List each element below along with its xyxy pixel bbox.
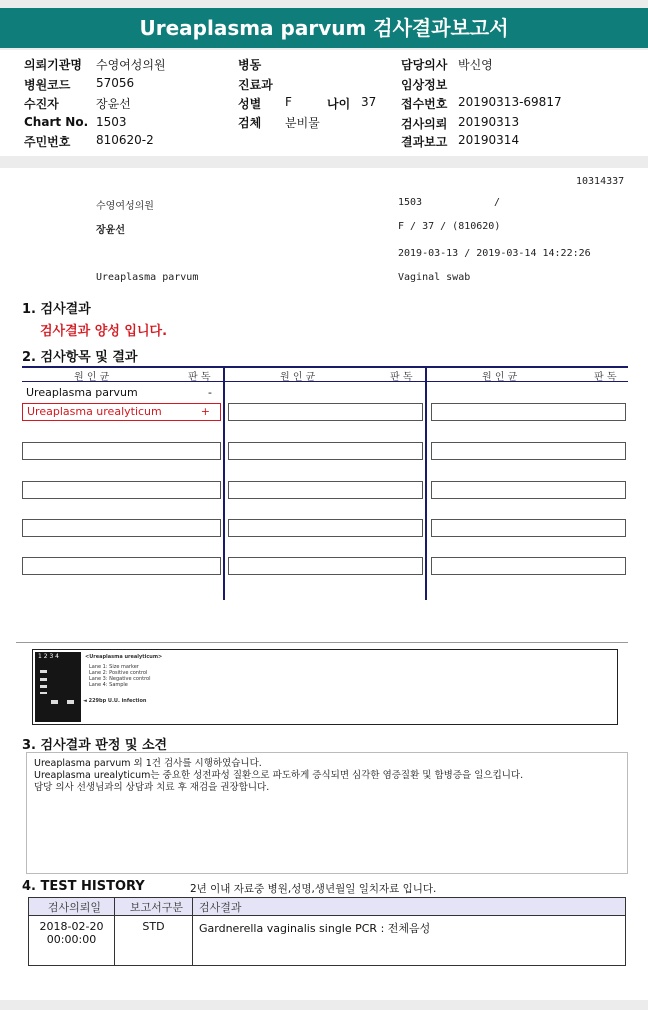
sex-label: 성별 (238, 97, 262, 111)
opinion-line-3: 담당 의사 선생님과의 상담과 치료 후 재검을 권장합니다. (34, 782, 270, 793)
empty-result-cell (22, 557, 221, 575)
gel-band (67, 700, 74, 704)
judge-mark: + (200, 405, 210, 418)
history-table (28, 897, 626, 966)
gel-legend-2: Lane 2: Positive control (89, 670, 148, 676)
meta-patient: 장윤선 (96, 225, 125, 236)
result-row-parvum (26, 386, 212, 399)
empty-result-cell (228, 519, 423, 537)
history-type: STD (115, 916, 193, 966)
empty-result-cell (431, 481, 626, 499)
section-result-title: 1. 검사결과 (22, 302, 91, 317)
meta-chart: 1503 (398, 197, 423, 208)
clinic-label: 의뢰기관명 (24, 58, 82, 72)
chart-value: 1503 (96, 115, 127, 129)
empty-result-cell (22, 442, 221, 460)
patient-value: 장윤선 (96, 97, 131, 111)
gel-band (40, 685, 47, 688)
empty-result-cell (22, 519, 221, 537)
gel-band (40, 692, 47, 694)
history-date (29, 916, 115, 966)
judge-header-2: 판 독 (390, 372, 413, 383)
grid-divider-1 (223, 366, 225, 600)
pathogen-header-1: 원 인 균 (74, 372, 110, 383)
report-header (0, 50, 648, 156)
gel-band (40, 678, 47, 681)
meta-sex-age: F / 37 / (810620) (398, 221, 501, 232)
age-label: 나이 (327, 97, 351, 111)
clinic-value: 수영여성의원 (96, 58, 166, 72)
sex-value: F (285, 95, 292, 109)
header-row-patient (24, 95, 131, 112)
opinion-line-1: Ureaplasma parvum 외 1건 검사를 시행하였습니다. (34, 758, 262, 769)
pathogen-header-3: 원 인 균 (482, 372, 518, 383)
section-items-title: 2. 검사항목 및 결과 (22, 350, 138, 365)
gel-band (51, 700, 58, 704)
header-row-doctor (401, 56, 493, 73)
history-date-day: 2018-02-20 (39, 920, 104, 933)
judge-header-3: 판 독 (594, 372, 617, 383)
hospital-code-value: 57056 (96, 76, 135, 90)
header-row-clinic (24, 56, 166, 73)
receipt-value: 20190313-69817 (458, 95, 562, 109)
positive-result-text: 검사결과 양성 입니다. (40, 324, 168, 339)
judge-mark: - (208, 386, 212, 399)
meta-chart-slash: / (494, 197, 501, 208)
doctor-label: 담당의사 (401, 58, 448, 72)
request-label: 검사의뢰 (401, 117, 448, 131)
request-value: 20190313 (458, 115, 520, 129)
history-header-result: 검사결과 (193, 898, 626, 916)
history-header-type: 보고서구분 (115, 898, 193, 916)
gel-lane-numbers: 1 2 3 4 (38, 653, 59, 660)
dept-label: 진료과 (238, 78, 273, 92)
header-row-id (24, 133, 154, 150)
receipt-label: 접수번호 (401, 97, 448, 111)
meta-dates: 2019-03-13 / 2019-03-14 14:22:26 (398, 248, 591, 259)
report-label: 결과보고 (401, 135, 448, 149)
id-value: 810620-2 (96, 133, 154, 147)
empty-result-cell (228, 403, 423, 421)
empty-result-cell (22, 481, 221, 499)
empty-result-cell (431, 557, 626, 575)
opinion-line-2: Ureaplasma urealyticum는 중요한 성전파성 질환으로 파도하게 증식되면 심각한 염증질환 및 합병증을 일으킵니다. (34, 770, 524, 781)
pathogen-header-2: 원 인 균 (280, 372, 316, 383)
hospital-code-label: 병원코드 (24, 78, 71, 92)
grid-divider-2 (425, 366, 427, 600)
gel-band-label-text: 229bp U.U. infection (88, 698, 147, 704)
history-date-time: 00:00:00 (46, 933, 97, 946)
header-row-report (401, 133, 519, 150)
empty-result-cell (431, 519, 626, 537)
report-sheet (0, 168, 648, 1000)
gel-legend-1: Lane 1: Size marker (89, 664, 139, 670)
section-history-title: 4. TEST HISTORY (22, 879, 145, 894)
gel-band-label: ◄ 229bp U.U. infection (83, 698, 147, 704)
clinical-info-label: 임상정보 (401, 78, 448, 92)
report-title: Ureaplasma parvum 검사결과보고서 (0, 8, 648, 48)
chart-label: Chart No. (24, 115, 89, 129)
age-value: 37 (361, 95, 377, 109)
section-opinion-title: 3. 검사결과 판정 및 소견 (22, 738, 168, 753)
history-header-row (29, 898, 626, 916)
header-row-clinical-info (401, 76, 458, 93)
empty-result-cell (431, 403, 626, 421)
header-row-hospital-code (24, 76, 134, 93)
meta-clinic: 수영여성의원 (96, 201, 154, 212)
empty-result-cell (431, 442, 626, 460)
gel-legend-4: Lane 4: Sample (89, 682, 128, 688)
header-row-receipt (401, 95, 562, 112)
history-note: 2년 이내 자료중 병원,성명,생년월일 일치자료 입니다. (190, 883, 437, 895)
result-row-urealyticum (22, 403, 221, 421)
gel-image (35, 652, 81, 722)
doctor-value: 박신영 (458, 58, 493, 72)
history-header-date: 검사의뢰일 (29, 898, 115, 916)
empty-result-cell (228, 481, 423, 499)
report-value: 20190314 (458, 133, 520, 147)
meta-test: Ureaplasma parvum (96, 272, 199, 283)
meta-code: 10314337 (576, 176, 625, 187)
opinion-box (26, 752, 628, 874)
ward-label: 병동 (238, 58, 262, 72)
header-row-chart (24, 115, 127, 129)
table-row (29, 916, 626, 966)
pathogen-name: Ureaplasma urealyticum (27, 405, 162, 418)
specimen-value: 분비물 (285, 116, 320, 130)
history-result: Gardnerella vaginalis single PCR : 전체음성 (193, 916, 626, 966)
header-row-request (401, 115, 519, 132)
gel-electrophoresis-figure (32, 649, 618, 725)
section-divider (16, 642, 628, 643)
patient-label: 수진자 (24, 97, 59, 111)
gel-band (40, 670, 47, 673)
result-grid-header (22, 366, 628, 382)
gel-title: <Ureaplasma urealyticum> (85, 654, 163, 660)
specimen-label: 검체 (238, 116, 262, 130)
empty-result-cell (228, 442, 423, 460)
pathogen-name: Ureaplasma parvum (26, 386, 138, 399)
empty-result-cell (228, 557, 423, 575)
meta-specimen: Vaginal swab (398, 272, 471, 283)
judge-header-1: 판 독 (188, 372, 211, 383)
id-label: 주민번호 (24, 135, 71, 149)
gel-legend-3: Lane 3: Negative control (89, 676, 151, 682)
